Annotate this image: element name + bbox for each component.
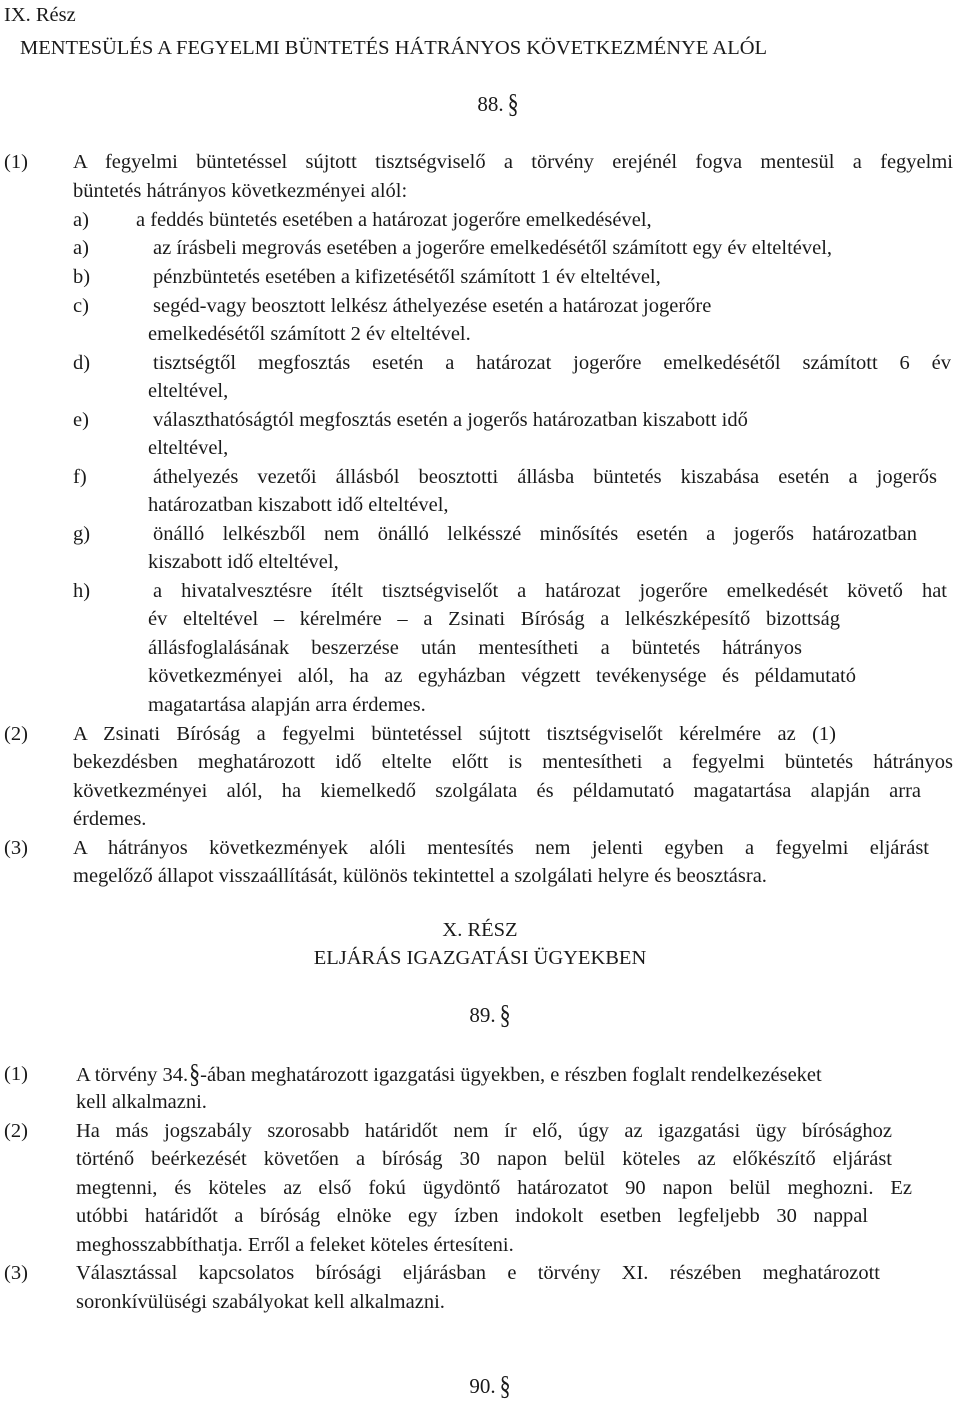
paragraph-line: következményei alól, ha kiemelkedő szolgálata és példamutató magatartása alapján arra	[73, 780, 921, 802]
list-item-text: a hivatalvesztésre ítélt tisztségviselőt a határozat jogerőre emelkedését követő hat	[153, 580, 947, 602]
paragraph-text: A törvény 34.	[76, 1064, 189, 1086]
paragraph-text: -ában meghatározott igazgatási ügyekben, e részben foglalt rendelkezéseket	[200, 1064, 822, 1086]
paragraph-line: soronkívülüségi szabályokat kell alkalmazni.	[76, 1291, 445, 1313]
paragraph-line: Ha más jogszabály szorosabb határidőt nem ír elő, úgy az igazgatási ügy bírósághoz	[76, 1120, 892, 1142]
paragraph-line: meghosszabbíthatja. Erről a feleket köteles értesíteni.	[76, 1234, 514, 1256]
list-item-text: kiszabott idő elteltével,	[148, 551, 339, 573]
paragraph-line: kell alkalmazni.	[76, 1091, 207, 1113]
list-item-label: a)	[73, 209, 89, 231]
paragraph-number: (3)	[4, 837, 28, 859]
part-title: MENTESÜLÉS A FEGYELMI BÜNTETÉS HÁTRÁNYOS KÖVETKEZMÉNYE ALÓL	[20, 37, 768, 59]
paragraph-line: A hátrányos következmények alóli mentesítés nem jelenti egyben a fegyelmi eljárást	[73, 837, 929, 859]
list-item-label: f)	[73, 466, 87, 488]
list-item-label: c)	[73, 295, 89, 317]
list-item-label: h)	[73, 580, 91, 602]
part-heading: IX. Rész	[4, 4, 76, 26]
list-item-text: választhatóságtól megfosztás esetén a jogerős határozatban kiszabott idő	[153, 409, 748, 431]
list-item-label: g)	[73, 523, 91, 545]
paragraph-number: (1)	[4, 151, 28, 173]
list-item-text: magatartása alapján arra érdemes.	[148, 694, 426, 716]
list-item-text: segéd-vagy beosztott lelkész áthelyezése esetén a határozat jogerőre	[153, 295, 712, 317]
list-item-text: emelkedésétől számított 2 év elteltével.	[148, 323, 471, 345]
list-item-text: az írásbeli megrovás esetében a jogerőre emelkedésétől számított egy év elteltével,	[153, 237, 833, 259]
paragraph-number: (1)	[4, 1063, 28, 1085]
paragraph-line: érdemes.	[73, 808, 147, 830]
paragraph-line	[76, 1057, 822, 1090]
paragraph-line: bekezdésben meghatározott idő eltelte előtt is mentesítheti a fegyelmi büntetés hátrányos	[73, 751, 953, 773]
paragraph-line: Választással kapcsolatos bírósági eljárásban e törvény XI. részében meghatározott	[76, 1262, 880, 1284]
list-item-text: állásfoglalásának beszerzése után mentesítheti a büntetés hátrányos	[148, 637, 802, 659]
list-item-label: b)	[73, 266, 91, 288]
list-item-text: önálló lelkészből nem önálló lelkésszé minősítés esetén a jogerős határozatban	[153, 523, 917, 545]
list-item-text: pénzbüntetés esetében a kifizetésétől számított 1 év elteltével,	[153, 266, 661, 288]
section-number-text: 90.	[469, 1374, 496, 1398]
list-item-text: elteltével,	[148, 437, 229, 459]
list-item-label: d)	[73, 352, 91, 374]
part-heading: X. RÉSZ	[442, 919, 518, 941]
paragraph-line: büntetés hátrányos következményei alól:	[73, 180, 408, 202]
section-number	[0, 1369, 960, 1401]
paragraph-line: A fegyelmi büntetéssel sújtott tisztségviselő a törvény erejénél fogva mentesül a fegyelmi	[73, 151, 953, 173]
section-symbol: §	[189, 1057, 201, 1089]
section-number	[0, 998, 960, 1030]
paragraph-line: történő beérkezését követően a bíróság 30 napon belül köteles az előkészítő eljárást	[76, 1148, 892, 1170]
list-item-text: következményei alól, ha az egyházban végzett tevékenysége és példamutató	[148, 665, 856, 687]
paragraph-number: (3)	[4, 1262, 28, 1284]
paragraph-number: (2)	[4, 1120, 28, 1142]
list-item-text: a feddés büntetés esetében a határozat jogerőre emelkedésével,	[136, 209, 652, 231]
section-symbol: §	[499, 1369, 511, 1401]
paragraph-line: utóbbi határidőt a bíróság elnöke egy ízben indokolt esetben legfeljebb 30 nappal	[76, 1205, 868, 1227]
part-title: ELJÁRÁS IGAZGATÁSI ÜGYEKBEN	[313, 947, 647, 969]
list-item-label: a)	[73, 237, 89, 259]
paragraph-number: (2)	[4, 723, 28, 745]
paragraph-line: megelőző állapot visszaállítását, különös tekintettel a szolgálati helyre és beosztásra.	[73, 865, 767, 887]
section-symbol: §	[499, 998, 511, 1030]
list-item-text: elteltével,	[148, 380, 229, 402]
list-item-text: év elteltével – kérelmére – a Zsinati Bíróság a lelkészképesítő bizottság	[148, 608, 840, 630]
list-item-text: áthelyezés vezetői állásból beosztotti állásba büntetés kiszabása esetén a jogerős	[153, 466, 937, 488]
paragraph-line: A Zsinati Bíróság a fegyelmi büntetéssel sújtott tisztségviselőt kérelmére az (1)	[73, 723, 836, 745]
list-item-text: tisztségtől megfosztás esetén a határozat jogerőre emelkedésétől számított 6 év	[153, 352, 951, 374]
section-symbol: §	[507, 87, 519, 119]
section-number	[0, 87, 960, 119]
paragraph-line: megtenni, és köteles az első fokú ügydöntő határozatot 90 napon belül meghozni. Ez	[76, 1177, 912, 1199]
list-item-label: e)	[73, 409, 89, 431]
list-item-text: határozatban kiszabott idő elteltével,	[148, 494, 449, 516]
section-number-text: 88.	[477, 92, 504, 116]
section-number-text: 89.	[469, 1003, 496, 1027]
